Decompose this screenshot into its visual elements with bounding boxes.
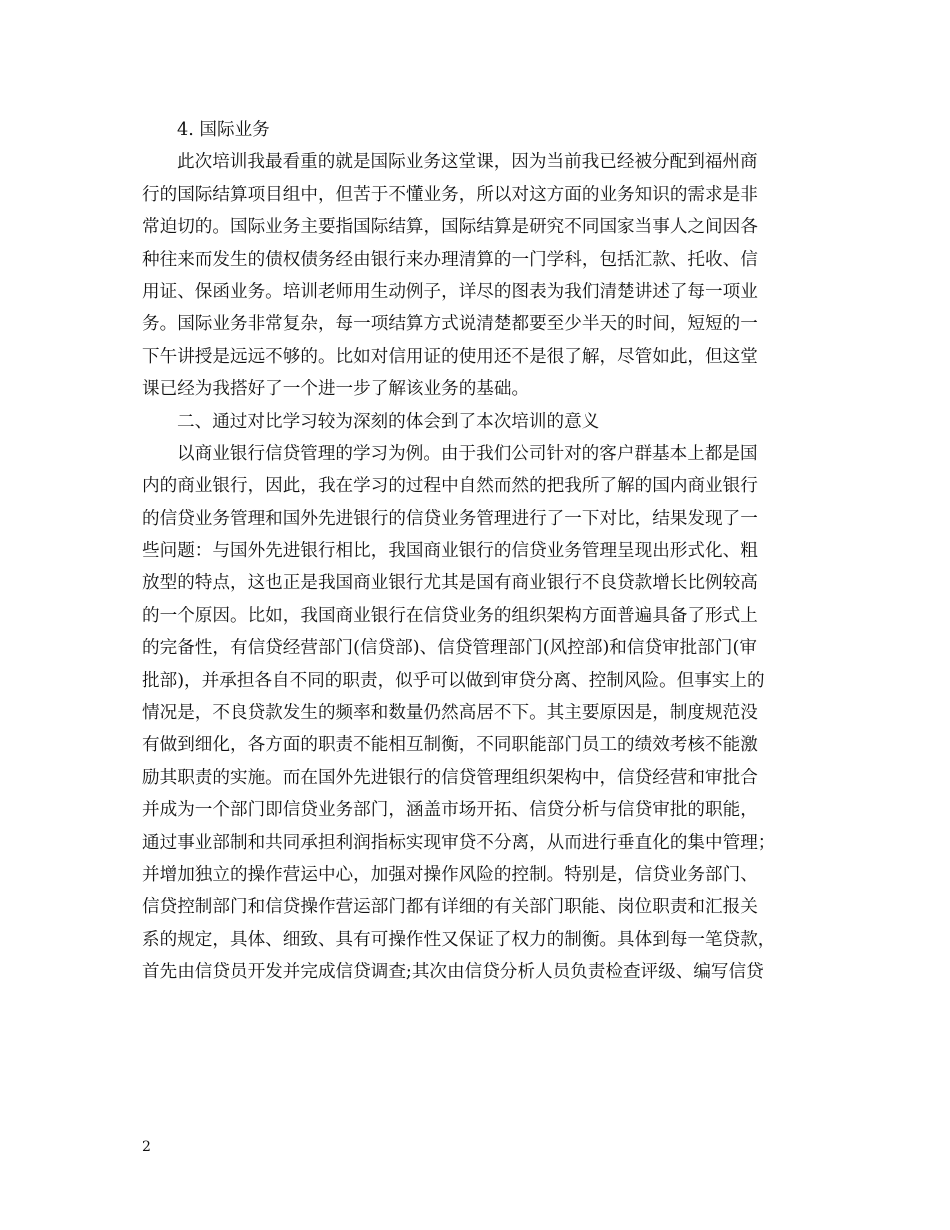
paragraph-line: 此次培训我最看重的就是国际业务这堂课，因为当前我已经被分配到福州商 [177,152,758,173]
section-heading: 二、通过对比学习较为深刻的体会到了本次培训的意义 [177,411,600,432]
paragraph-line: 放型的特点，这也正是我国商业银行尤其是国有商业银行不良贷款增长比例较高 [142,573,758,594]
paragraph-line: 常迫切的。国际业务主要指国际结算，国际结算是研究不同国家当事人之间因各 [142,217,758,238]
paragraph-line: 的信贷业务管理和国外先进银行的信贷业务管理进行了一下对比，结果发现了一 [142,508,758,529]
paragraph-line: 些问题：与国外先进银行相比，我国商业银行的信贷业务管理呈现出形式化、粗 [142,541,758,562]
page-number: 2 [142,1139,151,1155]
paragraph-line: 内的商业银行，因此，我在学习的过程中自然而然的把我所了解的国内商业银行 [142,476,758,497]
paragraph-line: 励其职责的实施。而在国外先进银行的信贷管理组织架构中，信贷经营和审批合 [142,767,758,788]
paragraph-line: 批部)，并承担各自不同的职责，似乎可以做到审贷分离、控制风险。但事实上的 [142,670,765,691]
paragraph-line: 通过事业部制和共同承担利润指标实现审贷不分离，从而进行垂直化的集中管理； [142,832,776,853]
paragraph-line: 种往来而发生的债权债务经由银行来办理清算的一门学科，包括汇款、托收、信 [142,249,758,270]
section-heading: 4. 国际业务 [177,120,270,140]
paragraph-line: 以商业银行信贷管理的学习为例。由于我们公司针对的客户群基本上都是国 [177,443,758,464]
document-body [142,114,812,989]
paragraph-line: 课已经为我搭好了一个进一步了解该业务的基础。 [142,379,530,400]
paragraph-line: 行的国际结算项目组中，但苦于不懂业务，所以对这方面的业务知识的需求是非 [142,184,758,205]
paragraph-line: 情况是，不良贷款发生的频率和数量仍然高居不下。其主要原因是，制度规范没 [142,703,758,724]
paragraph-line: 下午讲授是远远不够的。比如对信用证的使用还不是很了解，尽管如此，但这堂 [142,346,758,367]
paragraph-line: 信贷控制部门和信贷操作营运部门都有详细的有关部门职能、岗位职责和汇报关 [142,897,758,918]
paragraph-line: 首先由信贷员开发并完成信贷调查;其次由信贷分析人员负责检查评级、编写信贷 [142,962,764,983]
paragraph-line: 系的规定，具体、细致、具有可操作性又保证了权力的制衡。具体到每一笔贷款， [142,929,776,950]
paragraph-line: 有做到细化，各方面的职责不能相互制衡，不同职能部门员工的绩效考核不能激 [142,735,758,756]
paragraph-line: 并成为一个部门即信贷业务部门，涵盖市场开拓、信贷分析与信贷审批的职能， [142,800,758,821]
paragraph-line: 用证、保函业务。培训老师用生动例子，详尽的图表为我们清楚讲述了每一项业 [142,281,758,302]
paragraph-line: 务。国际业务非常复杂，每一项结算方式说清楚都要至少半天的时间，短短的一 [142,314,758,335]
paragraph-line: 的一个原因。比如，我国商业银行在信贷业务的组织架构方面普遍具备了形式上 [142,605,758,626]
paragraph-line: 的完备性，有信贷经营部门(信贷部)、信贷管理部门(风控部)和信贷审批部门(审 [142,638,757,659]
paragraph-line: 并增加独立的操作营运中心，加强对操作风险的控制。特别是，信贷业务部门、 [142,864,758,885]
